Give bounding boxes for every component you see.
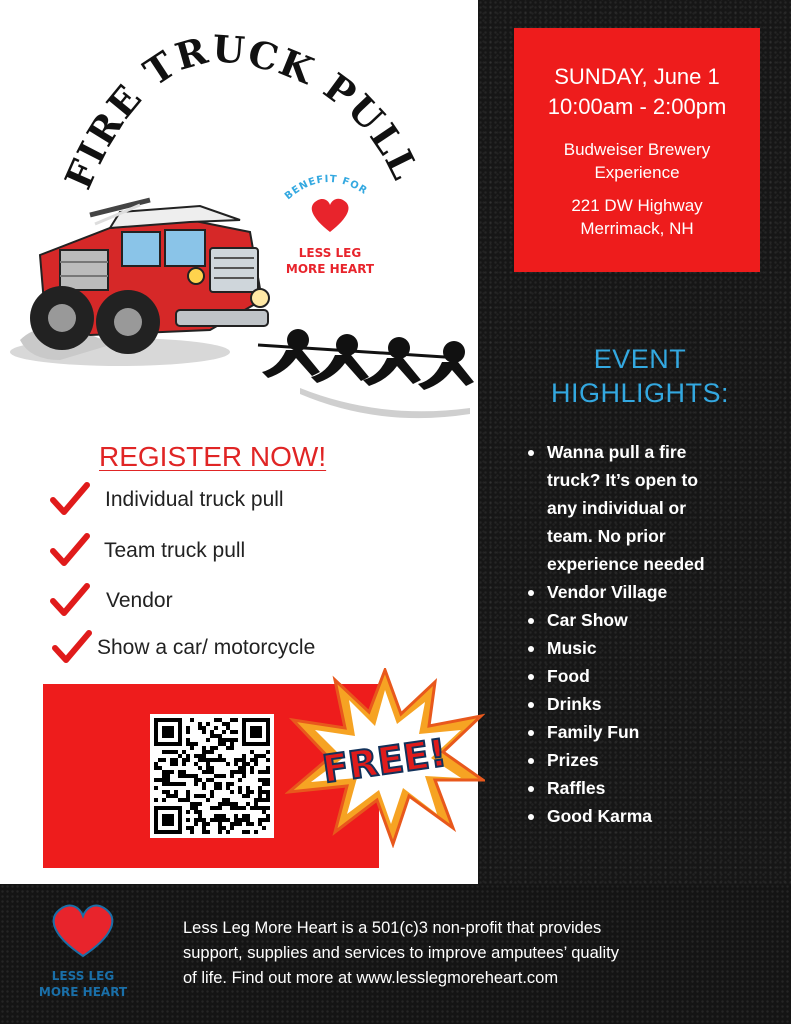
qr-code-container[interactable] — [150, 714, 274, 838]
highlights-heading — [500, 342, 780, 410]
highlight-item-line: Raffles — [547, 778, 606, 798]
event-address — [514, 194, 760, 240]
hero-illustration — [0, 0, 478, 430]
highlight-item — [526, 634, 788, 662]
register-item-car: Show a car/ motorcycle — [97, 636, 316, 659]
register-heading: REGISTER NOW! — [99, 441, 327, 472]
highlight-item-line: any individual or — [547, 498, 687, 518]
footer-text-line: support, supplies and services to improve amputees’ quality — [183, 944, 619, 962]
event-venue — [514, 138, 760, 184]
checkmark-icon — [50, 533, 90, 567]
register-item-individual: Individual truck pull — [105, 488, 284, 511]
highlight-item-line: Music — [547, 638, 597, 658]
highlights-heading-line: HIGHLIGHTS: — [550, 378, 730, 408]
highlight-item-line: Vendor Village — [547, 582, 668, 602]
address-line: 221 DW Highway — [571, 196, 703, 215]
highlights-list — [526, 438, 788, 830]
register-item-vendor: Vendor — [106, 589, 173, 612]
highlight-item-line: Good Karma — [547, 806, 653, 826]
svg-text:MORE HEART: MORE HEART — [38, 985, 128, 999]
highlight-item-line: truck? It’s open to — [547, 470, 699, 490]
checkmark-icon — [52, 630, 92, 664]
highlight-item — [526, 606, 788, 634]
pullers-illustration — [258, 329, 474, 418]
highlight-item — [526, 690, 788, 718]
venue-line: Experience — [594, 163, 680, 182]
highlight-item — [526, 438, 788, 578]
highlight-item-line: Drinks — [547, 694, 602, 714]
highlight-item — [526, 802, 788, 830]
highlight-item-line: Food — [547, 666, 590, 686]
footer-logo — [28, 896, 138, 1006]
event-time: 10:00am - 2:00pm — [547, 94, 727, 119]
register-item-team: Team truck pull — [104, 539, 246, 562]
highlight-item-line: Prizes — [547, 750, 599, 770]
highlight-item — [526, 774, 788, 802]
free-burst-badge — [285, 668, 485, 848]
svg-text:LESS LEG: LESS LEG — [298, 246, 362, 260]
highlight-item-line: Car Show — [547, 610, 628, 630]
svg-text:MORE HEART: MORE HEART — [285, 262, 375, 276]
event-details-box — [514, 28, 760, 272]
address-line: Merrimack, NH — [580, 219, 694, 238]
svg-text:FREE!: FREE! — [319, 730, 450, 792]
checkmark-icon — [50, 583, 90, 617]
highlight-item-line: team. No prior — [547, 526, 666, 546]
highlight-item — [526, 718, 788, 746]
footer-text-line: of life. Find out more at www.lesslegmoreheart.com — [183, 969, 559, 987]
qr-code-icon[interactable] — [150, 714, 274, 838]
venue-line: Budweiser Brewery — [563, 140, 711, 159]
highlight-item-line: Family Fun — [547, 722, 640, 742]
checkmark-icon — [50, 482, 90, 516]
footer-text-line: Less Leg More Heart is a 501(c)3 non-profit that provides — [183, 919, 602, 937]
footer-description — [183, 916, 773, 991]
heart-icon — [312, 199, 349, 232]
heart-icon — [54, 906, 113, 956]
highlight-item — [526, 662, 788, 690]
highlight-item-line: experience needed — [547, 554, 705, 574]
svg-text:BENEFIT FOR: BENEFIT FOR — [282, 173, 370, 203]
highlight-item-line: Wanna pull a fire — [547, 442, 687, 462]
benefit-badge — [283, 174, 375, 276]
highlight-item — [526, 746, 788, 774]
highlights-heading-line: EVENT — [593, 344, 687, 374]
event-title: FIRE TRUCK PULL — [55, 26, 429, 196]
fire-truck-icon — [10, 200, 269, 366]
highlight-item — [526, 578, 788, 606]
event-day: SUNDAY, June 1 — [554, 64, 720, 89]
svg-text:LESS LEG: LESS LEG — [51, 969, 115, 983]
